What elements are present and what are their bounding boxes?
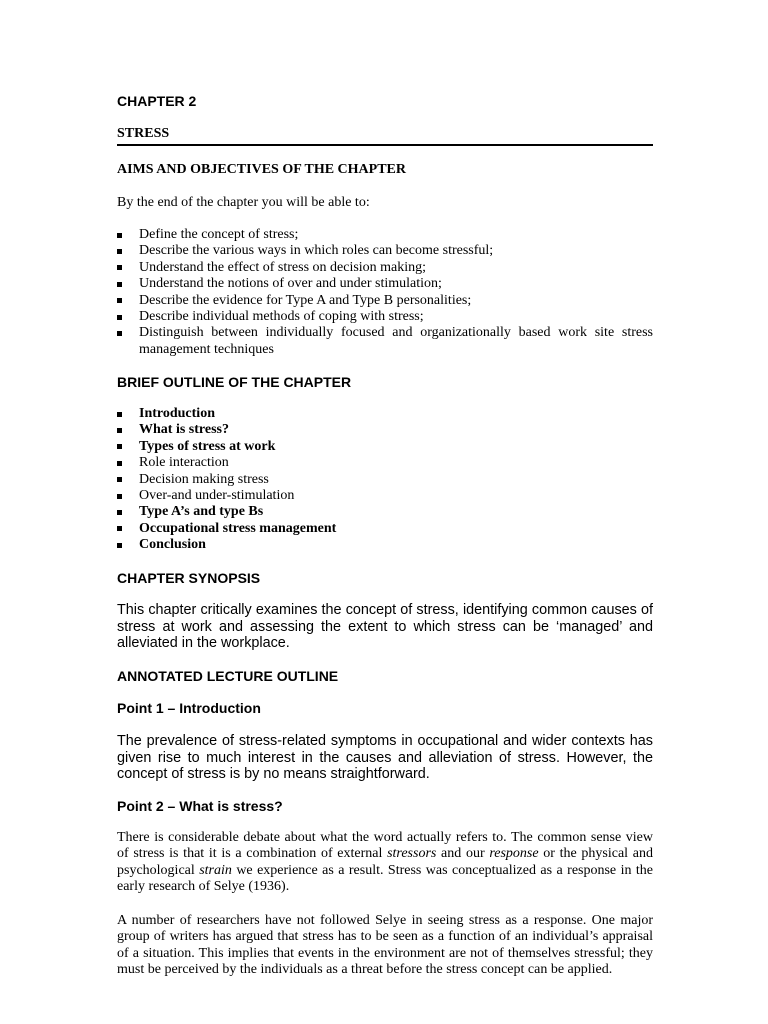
aims-intro: By the end of the chapter you will be able to: [117, 195, 370, 210]
list-item: Understand the notions of over and under stimulation; [117, 276, 653, 292]
synopsis-text: This chapter critically examines the concept of stress, identifying common causes of stress at work and assessing the extent to which stress can be ‘managed’ and alleviated in the workplace. [117, 602, 653, 652]
point2-paragraph-1: There is considerable debate about what the word actually refers to. The common sense view of stress is that it is a combination of external stressors and our response or the physical and psychological strain we experience as a result. Stress was conceptualized as a response in the early research of Selye (1936). [117, 830, 654, 895]
point1-text: The prevalence of stress-related symptoms in occupational and wider contexts has given rise to much interest in the causes and alleviation of stress. However, the concept of stress is by no means straightforward. [117, 733, 653, 783]
list-item: What is stress? [117, 422, 653, 438]
lecture-heading: ANNOTATED LECTURE OUTLINE [117, 668, 339, 684]
aims-heading: AIMS AND OBJECTIVES OF THE CHAPTER [117, 162, 406, 177]
list-item: Describe the evidence for Type A and Type B personalities; [117, 293, 653, 309]
square-bullet-icon [117, 428, 122, 433]
square-bullet-icon [117, 494, 122, 499]
point1-heading: Point 1 – Introduction [117, 700, 261, 716]
aims-list [117, 227, 653, 358]
square-bullet-icon [117, 461, 122, 466]
list-item: Distinguish between individually focused and organizationally based work site stress management techniques [117, 325, 653, 358]
list-item: Decision making stress [117, 472, 653, 488]
list-item: Define the concept of stress; [117, 227, 653, 243]
list-item: Type A’s and type Bs [117, 504, 653, 520]
list-item: Role interaction [117, 455, 653, 471]
list-item: Conclusion [117, 537, 653, 553]
point2-heading: Point 2 – What is stress? [117, 798, 283, 814]
list-item: Describe the various ways in which roles can become stressful; [117, 243, 653, 259]
square-bullet-icon [117, 265, 122, 270]
square-bullet-icon [117, 543, 122, 548]
square-bullet-icon [117, 233, 122, 238]
square-bullet-icon [117, 510, 122, 515]
synopsis-heading: CHAPTER SYNOPSIS [117, 570, 261, 586]
outline-list [117, 406, 653, 554]
point2-paragraph-2: A number of researchers have not followed Selye in seeing stress as a response. One major group of writers has argued that stress has to be seen as a function of an individual’s appraisal of a situation. This implies that events in the environment are not of themselves stressful; they must be perceived by the individuals as a threat before the stress concept can be applied. [117, 913, 653, 978]
square-bullet-icon [117, 477, 122, 482]
chapter-label: CHAPTER 2 [117, 93, 197, 109]
list-item: Occupational stress management [117, 521, 653, 537]
square-bullet-icon [117, 315, 122, 320]
square-bullet-icon [117, 412, 122, 417]
square-bullet-icon [117, 282, 122, 287]
chapter-title: STRESS [117, 126, 170, 141]
title-divider [117, 144, 653, 146]
outline-heading: BRIEF OUTLINE OF THE CHAPTER [117, 374, 352, 390]
list-item: Over-and under-stimulation [117, 488, 653, 504]
list-item: Describe individual methods of coping with stress; [117, 309, 653, 325]
square-bullet-icon [117, 298, 122, 303]
square-bullet-icon [117, 249, 122, 254]
square-bullet-icon [117, 331, 122, 336]
square-bullet-icon [117, 444, 122, 449]
square-bullet-icon [117, 526, 122, 531]
list-item: Introduction [117, 406, 653, 422]
list-item: Understand the effect of stress on decision making; [117, 260, 653, 276]
list-item: Types of stress at work [117, 439, 653, 455]
